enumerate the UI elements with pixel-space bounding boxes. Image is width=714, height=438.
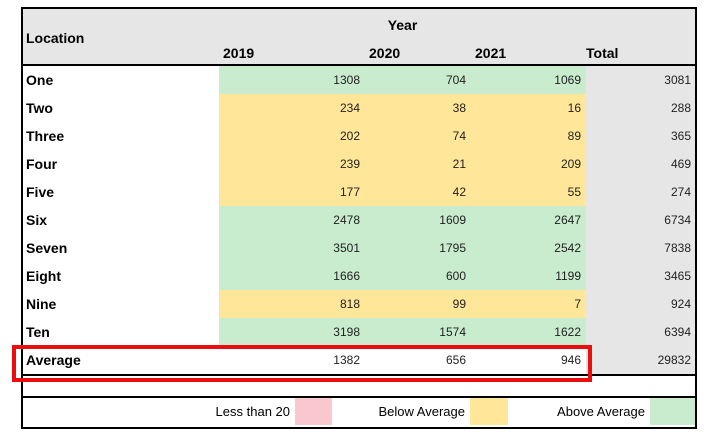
value-cell-2020[interactable]: 99 [365, 290, 471, 318]
table-row [23, 206, 695, 234]
row-label-three[interactable]: Three [23, 122, 219, 150]
value-cell-2021[interactable]: 209 [471, 150, 586, 178]
table-row [23, 66, 695, 94]
value-cell-2019[interactable]: 1382 [219, 346, 365, 374]
spacer-row [23, 376, 695, 396]
value-cell-2020[interactable]: 656 [365, 346, 471, 374]
table-row [23, 94, 695, 122]
value-cell-2020[interactable]: 1609 [365, 206, 471, 234]
total-cell[interactable]: 7838 [586, 234, 695, 262]
legend-item-below-average[interactable] [379, 398, 509, 425]
legend-row [23, 396, 695, 425]
value-cell-2020[interactable]: 600 [365, 262, 471, 290]
legend-item-less-than-20[interactable] [216, 398, 332, 425]
row-label-two[interactable]: Two [23, 94, 219, 122]
row-label-ten[interactable]: Ten [23, 318, 219, 346]
total-cell[interactable]: 365 [586, 122, 695, 150]
table-body [23, 66, 695, 376]
table-row [23, 318, 695, 346]
value-cell-2021[interactable]: 1199 [471, 262, 586, 290]
total-cell[interactable]: 469 [586, 150, 695, 178]
value-cell-2019[interactable]: 2478 [219, 206, 365, 234]
total-cell[interactable]: 274 [586, 178, 695, 206]
total-cell[interactable]: 288 [586, 94, 695, 122]
value-cell-2019[interactable]: 3501 [219, 234, 365, 262]
header-cell-location[interactable]: Location [26, 29, 85, 46]
average-row [23, 346, 695, 376]
table-row [23, 150, 695, 178]
value-cell-2020[interactable]: 42 [365, 178, 471, 206]
value-cell-2020[interactable]: 74 [365, 122, 471, 150]
table-row [23, 262, 695, 290]
value-cell-2020[interactable]: 21 [365, 150, 471, 178]
value-cell-2021[interactable]: 946 [471, 346, 586, 374]
value-cell-2021[interactable]: 89 [471, 122, 586, 150]
total-cell[interactable]: 29832 [586, 346, 695, 374]
row-label-nine[interactable]: Nine [23, 290, 219, 318]
legend-item-above-average[interactable] [557, 398, 695, 425]
row-label-six[interactable]: Six [23, 206, 219, 234]
total-cell[interactable]: 6394 [586, 318, 695, 346]
value-cell-2019[interactable]: 1308 [219, 66, 365, 94]
legend-swatch-yellow [470, 398, 508, 425]
legend-swatch-green [650, 398, 695, 425]
total-cell[interactable]: 924 [586, 290, 695, 318]
row-label-one[interactable]: One [23, 66, 219, 94]
value-cell-2019[interactable]: 202 [219, 122, 365, 150]
table-row [23, 234, 695, 262]
header-cell-2020[interactable]: 2020 [369, 45, 401, 61]
value-cell-2020[interactable]: 38 [365, 94, 471, 122]
value-cell-2019[interactable]: 818 [219, 290, 365, 318]
header-cell-total[interactable]: Total [586, 45, 619, 61]
value-cell-2021[interactable]: 2647 [471, 206, 586, 234]
table-row [23, 122, 695, 150]
value-cell-2019[interactable]: 234 [219, 94, 365, 122]
data-table [21, 7, 697, 429]
value-cell-2021[interactable]: 1622 [471, 318, 586, 346]
value-cell-2020[interactable]: 1795 [365, 234, 471, 262]
header-cell-2021[interactable]: 2021 [475, 45, 507, 61]
table-row [23, 178, 695, 206]
value-cell-2019[interactable]: 177 [219, 178, 365, 206]
legend-swatch-pink [295, 398, 332, 425]
value-cell-2021[interactable]: 2542 [471, 234, 586, 262]
value-cell-2021[interactable]: 1069 [471, 66, 586, 94]
legend-label: Less than 20 [215, 404, 290, 419]
total-cell[interactable]: 3081 [586, 66, 695, 94]
value-cell-2021[interactable]: 16 [471, 94, 586, 122]
row-label-four[interactable]: Four [23, 150, 219, 178]
value-cell-2020[interactable]: 704 [365, 66, 471, 94]
total-cell[interactable]: 3465 [586, 262, 695, 290]
value-cell-2021[interactable]: 7 [471, 290, 586, 318]
value-cell-2019[interactable]: 1666 [219, 262, 365, 290]
value-cell-2020[interactable]: 1574 [365, 318, 471, 346]
header-cell-year-group[interactable]: Year [387, 17, 418, 33]
value-cell-2019[interactable]: 239 [219, 150, 365, 178]
legend-label: Above Average [557, 404, 645, 419]
total-cell[interactable]: 6734 [586, 206, 695, 234]
table-row [23, 290, 695, 318]
legend-label: Below Average [378, 404, 465, 419]
table-header [23, 9, 695, 66]
row-label-eight[interactable]: Eight [23, 262, 219, 290]
row-label-seven[interactable]: Seven [23, 234, 219, 262]
value-cell-2019[interactable]: 3198 [219, 318, 365, 346]
row-label-average[interactable]: Average [23, 346, 219, 374]
row-label-five[interactable]: Five [23, 178, 219, 206]
header-cell-2019[interactable]: 2019 [223, 45, 255, 61]
value-cell-2021[interactable]: 55 [471, 178, 586, 206]
